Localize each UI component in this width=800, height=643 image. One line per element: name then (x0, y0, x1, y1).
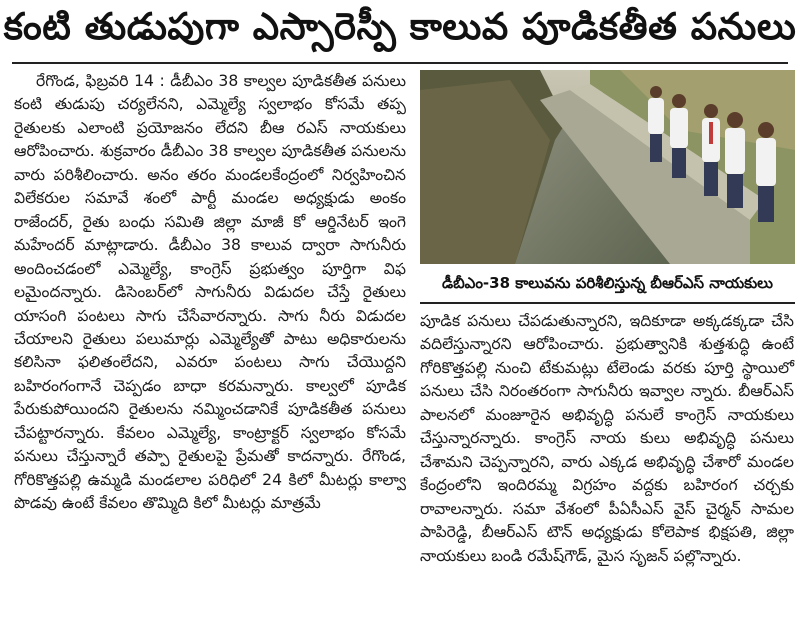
article-body-left: డీబీఎం 38 కాల్వల పూడికతీత పనులు కంటి తుడుపు చర్యలేనని, ఎమ్మెల్యే స్వలాభం కోసమే తప్ప రైతులకు ఎలాంటి ప్రయోజనం లేదని బీఆ రఎస్ నాయకులు ఆరోపించారు. శుక్రవారం డీబీఎం 38 కాల్వల పూడికతీత పనులను వారు పరిశీలించారు. అనం తరం మండలకేంద్రంలో నిర్వహించిన విలేకరుల సమావే శంలో పార్టీ మండల అధ్యక్షుడు అంకం రాజేందర్, రైతు బంధు సమితి జిల్లా మాజీ కో ఆర్డినేటర్ ఇంగె మహేందర్ మాట్లాడారు. డీబీఎం 38 కాలువ ద్వారా సాగునీరు అందించడంలో ఎమ్మెల్యే, కాంగ్రెస్ ప్రభుత్వం పూర్తిగా విఫ లమైందన్నారు. డిసెంబర్‌లో సాగునీరు విడుదల చేస్తే రైతులు యాసంగి పంటలు సాగు చేసేవారన్నారు. సాగు నీరు విడుదల చేయాలని రైతులు పలుమార్లు ఎమ్మెల్యేతో పాటు అధికారులను కలిసినా ఫలితంలేదని, ఎవరూ పంటలు సాగు చేయొద్దని బహిరంగంగానే చెప్పడం బాధా కరమన్నారు. కాల్వలో పూడిక పేరుకుపోయిందని రైతులను నమ్మించడానికే పూడికతీత పనులు చేపట్టారన్నారు. కేవలం ఎమ్మెల్యే, కాంట్రాక్టర్ స్వలాభం కోసమే పనులు చేస్తున్నారే తప్పా రైతులపై ప్రేమతో కాదన్నారు. రేగొండ, గోరికొత్తపల్లి ఉమ్మడి మండలాల పరిధిలో 24 కిలో మీటర్లు కాల్వా పొడవు ఉంటే కేవలం తొమ్మిది కిలో మీటర్లు మాత్రమే (14, 72, 406, 513)
news-photo (420, 70, 795, 264)
photo-caption: డీబీఎం-38 కాలువను పరిశీలిస్తున్న బీఆర్ఎస్ నాయకులు (420, 268, 795, 304)
article-column-left (14, 70, 406, 516)
article-column-right (420, 310, 794, 568)
article-headline: కంటి తుడుపుగా ఎస్సారెస్పీ కాలువ పూడికతీత పనులు (3, 5, 797, 48)
article-body-right: పూడిక పనులు చేపడుతున్నారని, ఇదికూడా అక్కడక్కడా చేసి వదిలేస్తున్నారని ఆరోపించారు. ప్రభుత్వానికి శుత్తశుద్ధి ఉంటే గోరికొత్తపల్లి నుంచి టేకుమట్లు టేలెండు వరకు పూర్తి స్థాయిలో పనులు చేసి నిరంతరంగా సాగునీరు ఇవ్వాల న్నారు. బీఆర్ఎస్ పాలనలో మంజూరైన అభివృద్ధి పనులే కాంగ్రెస్ నాయకులు చేస్తున్నారన్నారు. కాంగ్రెస్ నాయ కులు అభివృద్ధి పనులు చేశామని చెప్పన్నారని, వారు ఎక్కడ అభివృద్ధి చేశారో మండల కేంద్రంలోని ఇందిరమ్మ విగ్రహం వద్దకు బహిరంగ చర్చకు రావాలన్నారు. సమా వేశంలో పీఏసీఎస్ వైస్ చైర్మన్ సామల పాపిరెడ్డి, బీఆర్ఎస్ టౌన్ అధ్యక్షుడు కోలెపాక భిక్షపతి, జిల్లా నాయకులు బండి రమేష్‌గౌడ్, మైస సృజన్ పల్లొన్నారు. (420, 312, 794, 565)
canal-inspection-photo (420, 70, 795, 264)
article-paragraph (14, 70, 406, 516)
headline-divider (12, 62, 788, 64)
dateline: రేగొండ, ఫిబ్రవరి 14 : (36, 72, 165, 90)
